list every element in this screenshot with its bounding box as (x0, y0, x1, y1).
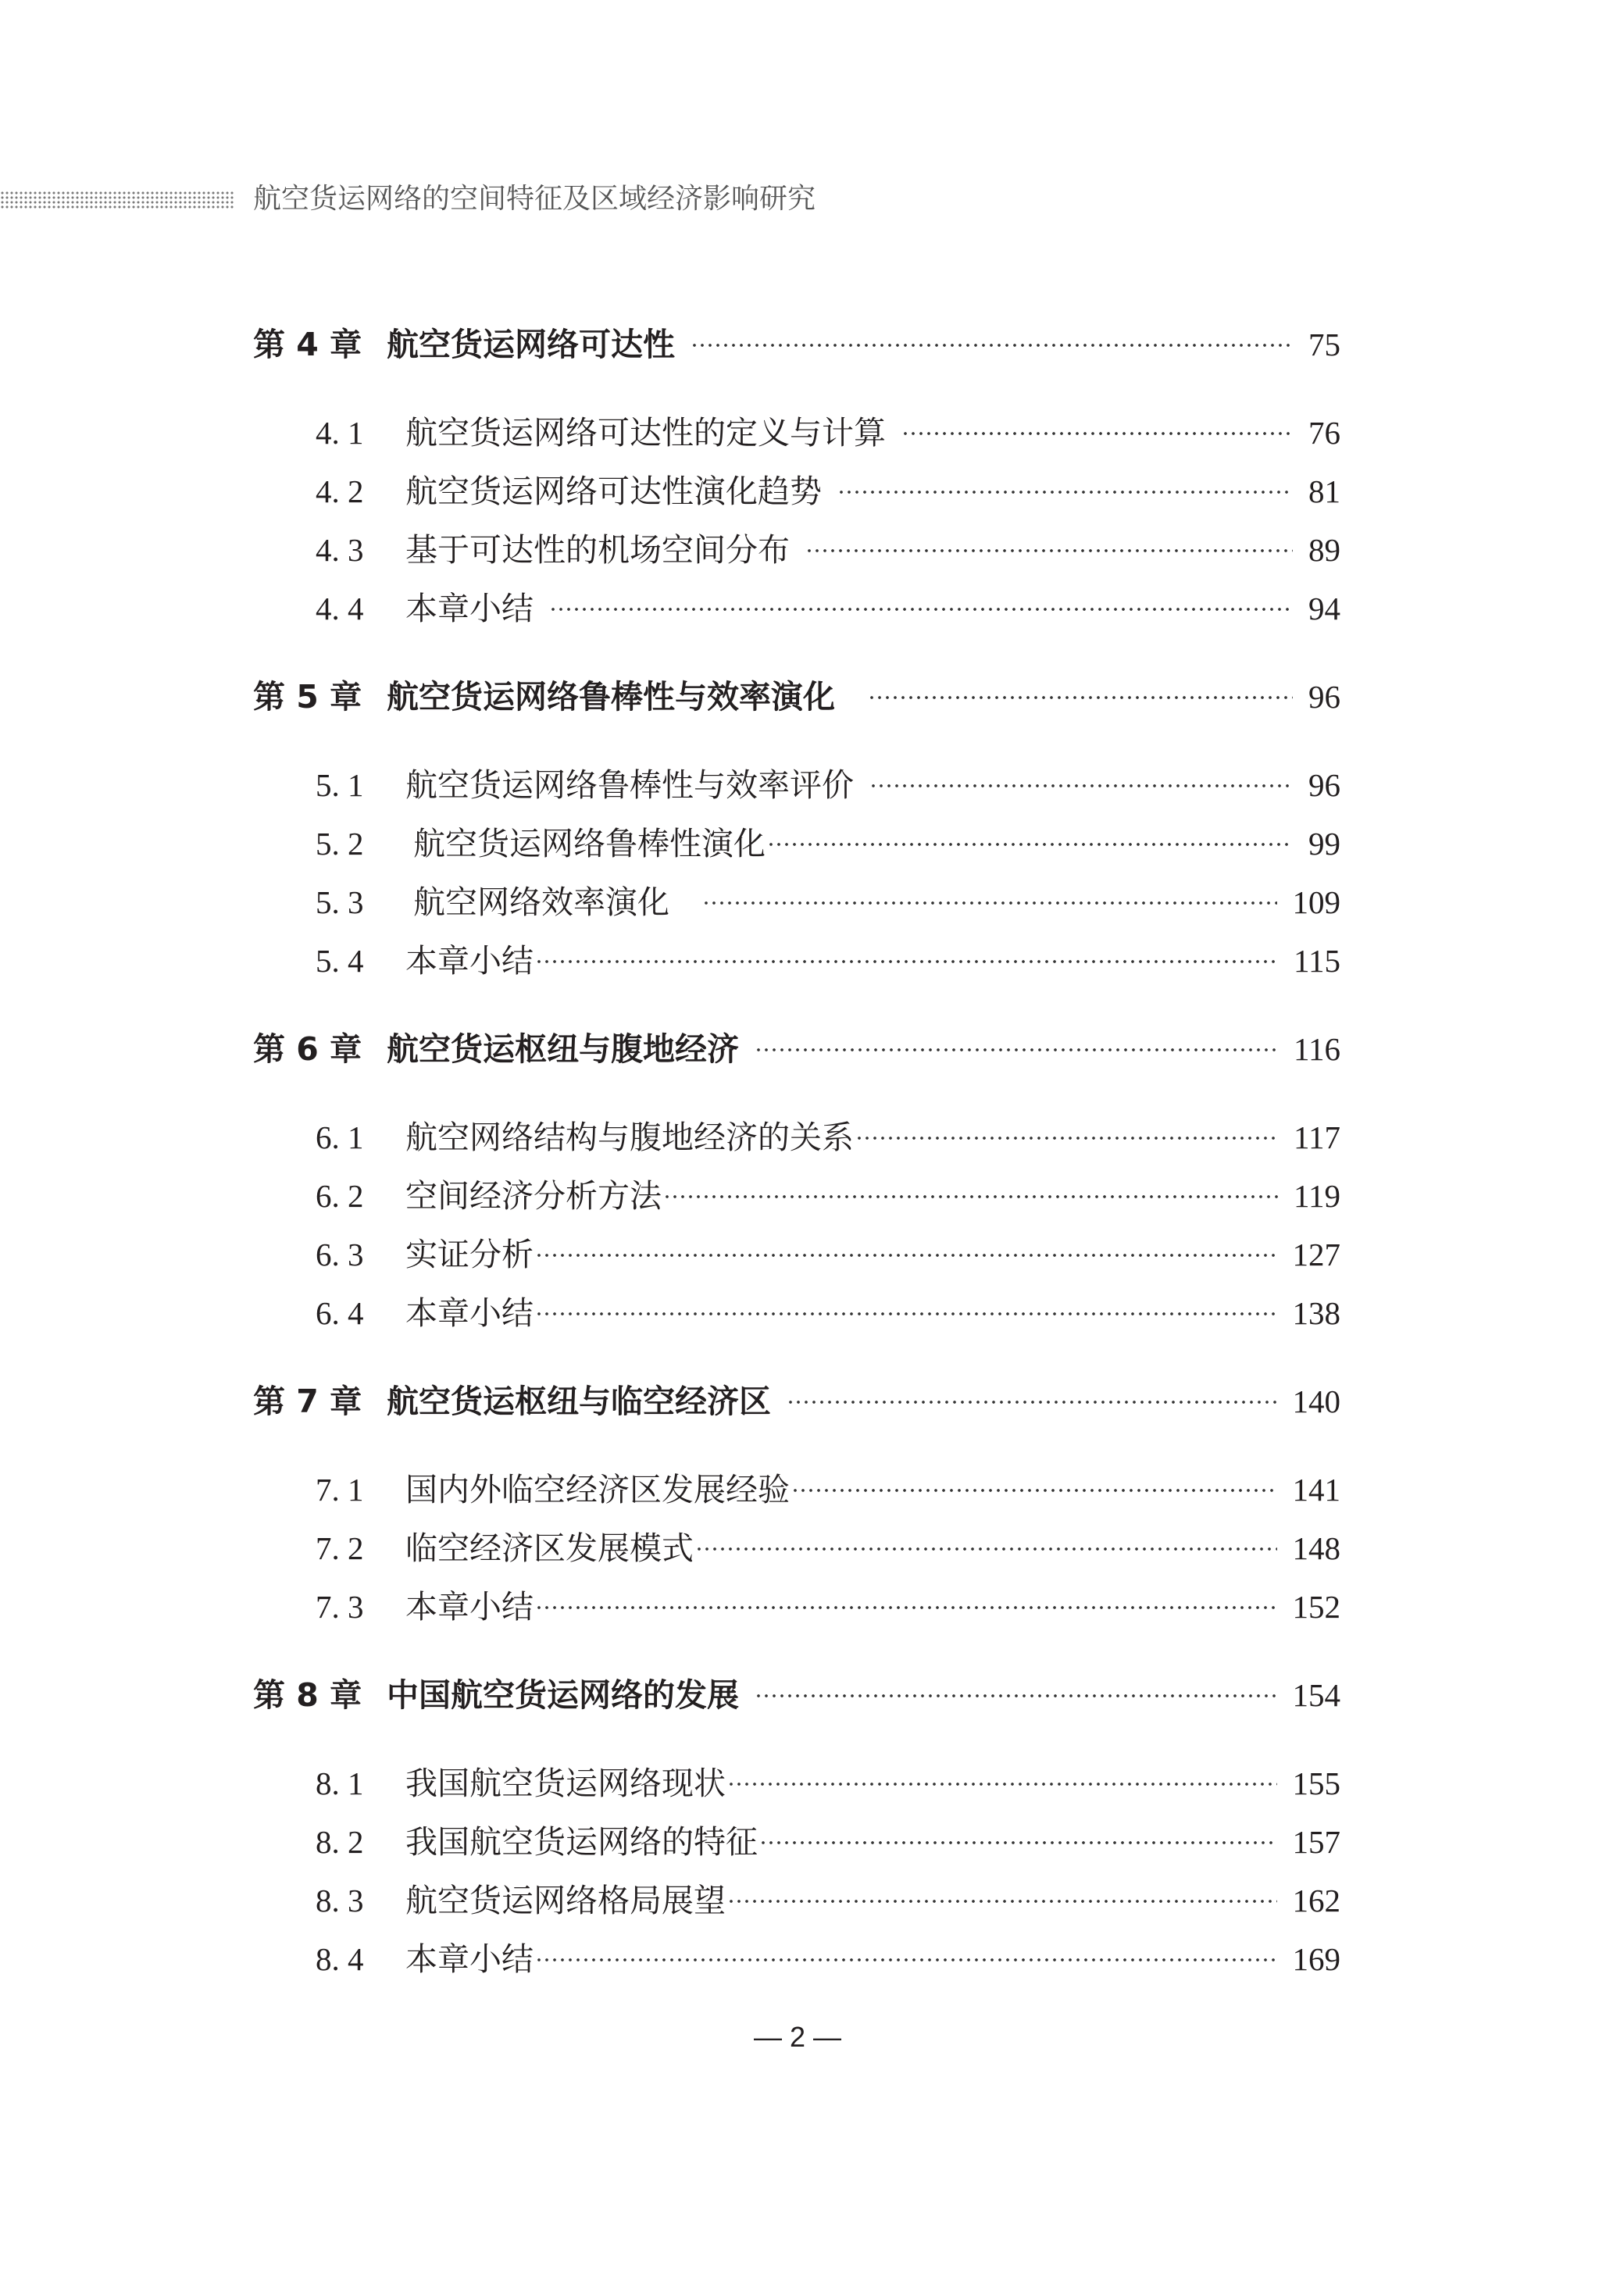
toc-section-row (253, 1461, 1340, 1519)
section-title: 本章小结 (405, 1588, 534, 1626)
section-number: 7. 3 (316, 1589, 364, 1625)
section-title: 实证分析 (405, 1236, 534, 1273)
page-number: 115 (1294, 943, 1340, 979)
dot-leader (702, 899, 1277, 907)
section-title: 临空经济区发展模式 (405, 1529, 694, 1567)
footer-page-number: — 2 — (753, 2021, 842, 2053)
page-number: 140 (1292, 1383, 1340, 1419)
chapter-title: 航空货运枢纽与腹地经济 (387, 1030, 739, 1068)
dot-leader (535, 1956, 1277, 1964)
toc-section-row (253, 1930, 1340, 1989)
chapter-label: 第 7 章 (253, 1383, 362, 1420)
section-title: 基于可达性的机场空间分布 (405, 531, 790, 569)
running-header-dot-ornament (0, 191, 234, 209)
section-number: 8. 4 (316, 1941, 364, 1977)
toc-section-row (253, 1519, 1340, 1578)
dot-leader (691, 341, 1293, 349)
toc-section-row (253, 1578, 1340, 1636)
toc-section-row (253, 815, 1340, 873)
section-number: 6. 2 (316, 1178, 364, 1214)
page-number: 96 (1308, 767, 1340, 803)
dot-leader (695, 1545, 1277, 1553)
toc-section-row (253, 1167, 1340, 1226)
toc-chapter-row (253, 1372, 1340, 1431)
page-number: 138 (1292, 1295, 1340, 1331)
page-number: 96 (1308, 679, 1340, 715)
toc-chapter-row (253, 1020, 1340, 1079)
table-of-contents (253, 316, 1340, 1989)
dot-leader (535, 1251, 1277, 1259)
chapter-label: 第 8 章 (253, 1676, 362, 1714)
section-title: 航空网络结构与腹地经济的关系 (405, 1119, 854, 1156)
dot-leader (901, 430, 1293, 437)
toc-section-row (253, 756, 1340, 815)
page-number: 75 (1308, 327, 1340, 362)
section-title: 本章小结 (405, 1294, 534, 1332)
page-number: 162 (1292, 1883, 1340, 1918)
section-number: 8. 2 (316, 1824, 364, 1860)
toc-section-row (253, 580, 1340, 638)
dot-leader (727, 1780, 1277, 1788)
section-number: 4. 2 (316, 473, 364, 509)
section-title: 航空货运网络鲁棒性演化 (413, 825, 766, 862)
section-number: 5. 3 (316, 884, 364, 920)
section-number: 5. 1 (316, 767, 364, 803)
page-number: 169 (1292, 1941, 1340, 1977)
page-number: 89 (1308, 532, 1340, 568)
chapter-label: 第 4 章 (253, 326, 362, 363)
section-number: 8. 3 (316, 1883, 364, 1918)
section-number: 6. 4 (316, 1295, 364, 1331)
chapter-title: 航空货运枢纽与临空经济区 (387, 1383, 771, 1420)
page-number: 154 (1292, 1677, 1340, 1713)
toc-section-row (253, 1754, 1340, 1813)
dot-leader (727, 1897, 1277, 1905)
running-header-title: 航空货运网络的空间特征及区域经济影响研究 (253, 183, 816, 215)
section-number: 5. 2 (316, 826, 364, 862)
section-title: 本章小结 (405, 590, 534, 627)
dot-leader (755, 1046, 1278, 1054)
dot-leader (663, 1193, 1278, 1201)
section-title: 空间经济分析方法 (405, 1177, 662, 1215)
section-title: 航空货运网络可达性演化趋势 (405, 473, 822, 510)
section-number: 7. 1 (316, 1472, 364, 1508)
page-number: 81 (1308, 473, 1340, 509)
chapter-label: 第 6 章 (253, 1030, 362, 1068)
toc-section-row (253, 932, 1340, 990)
section-title: 航空货运网络格局展望 (405, 1882, 726, 1919)
chapter-title: 航空货运网络鲁棒性与效率演化 (387, 678, 835, 716)
section-title: 航空货运网络可达性的定义与计算 (405, 414, 886, 452)
page-number: 152 (1292, 1589, 1340, 1625)
dot-leader (549, 605, 1293, 613)
section-title: 国内外临空经济区发展经验 (405, 1471, 790, 1508)
toc-section-row (253, 404, 1340, 462)
page-number: 148 (1292, 1530, 1340, 1566)
page-number: 94 (1308, 591, 1340, 626)
toc-section-row (253, 521, 1340, 580)
section-number: 7. 2 (316, 1530, 364, 1566)
page-number: 155 (1292, 1765, 1340, 1801)
section-title: 航空网络效率演化 (413, 883, 669, 921)
dot-leader (868, 694, 1293, 701)
toc-section-row (253, 1226, 1340, 1284)
section-title: 本章小结 (405, 942, 534, 980)
toc-section-row (253, 873, 1340, 932)
toc-section-row (253, 1108, 1340, 1167)
toc-section-row (253, 1284, 1340, 1343)
section-number: 8. 1 (316, 1765, 364, 1801)
section-number: 4. 4 (316, 591, 364, 626)
page-number: 76 (1308, 415, 1340, 451)
toc-section-row (253, 462, 1340, 521)
page-number: 119 (1294, 1178, 1340, 1214)
chapter-title: 中国航空货运网络的发展 (387, 1676, 739, 1714)
section-title: 航空货运网络鲁棒性与效率评价 (405, 766, 854, 804)
page-number: 141 (1292, 1472, 1340, 1508)
section-number: 6. 1 (316, 1119, 364, 1155)
section-number: 5. 4 (316, 943, 364, 979)
section-number: 4. 1 (316, 415, 364, 451)
chapter-title: 航空货运网络可达性 (387, 326, 675, 363)
toc-section-row (253, 1813, 1340, 1872)
dot-leader (759, 1839, 1277, 1847)
section-number: 6. 3 (316, 1237, 364, 1272)
dot-leader (791, 1487, 1277, 1494)
page-number: 116 (1294, 1031, 1340, 1067)
page-number: 127 (1292, 1237, 1340, 1272)
page-number: 109 (1292, 884, 1340, 920)
dot-leader (805, 547, 1293, 555)
page-number: 157 (1292, 1824, 1340, 1860)
dot-leader (837, 488, 1293, 496)
toc-chapter-row (253, 316, 1340, 374)
dot-leader (535, 1310, 1277, 1318)
page-number: 117 (1294, 1119, 1340, 1155)
toc-section-row (253, 1872, 1340, 1930)
dot-leader (535, 958, 1278, 965)
dot-leader (869, 782, 1293, 790)
section-title: 我国航空货运网络的特征 (405, 1823, 758, 1861)
section-title: 我国航空货运网络现状 (405, 1765, 726, 1802)
toc-chapter-row (253, 1666, 1340, 1725)
section-number: 4. 3 (316, 532, 364, 568)
dot-leader (767, 841, 1293, 848)
dot-leader (855, 1134, 1278, 1142)
chapter-label: 第 5 章 (253, 678, 362, 716)
dot-leader (787, 1398, 1277, 1406)
page-number: 99 (1308, 826, 1340, 862)
dot-leader (755, 1692, 1277, 1700)
dot-leader (535, 1604, 1277, 1611)
section-title: 本章小结 (405, 1940, 534, 1978)
toc-chapter-row (253, 668, 1340, 726)
